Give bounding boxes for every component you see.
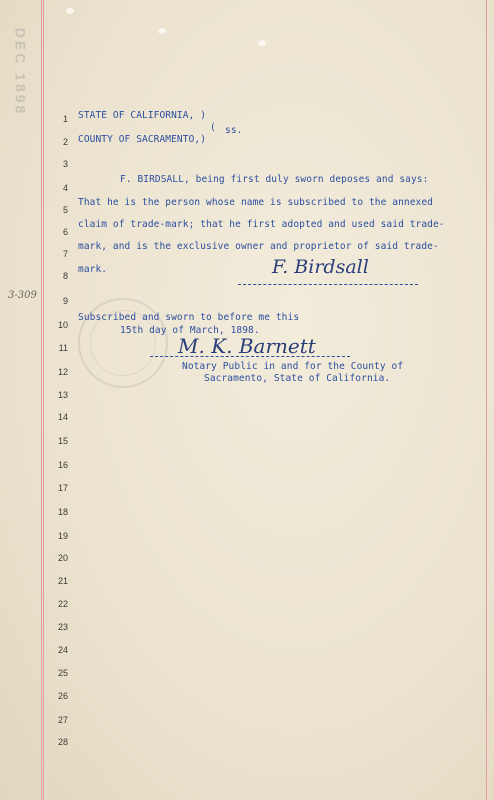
- line-number: 11: [58, 343, 68, 353]
- line-number: 1: [62, 114, 68, 124]
- line-number: 12: [57, 367, 68, 377]
- line-number: 17: [57, 483, 68, 493]
- line-number: 4: [62, 183, 68, 193]
- margin-stamp: DEC 1898: [12, 27, 28, 117]
- affiant-signature: F. Birdsall: [272, 256, 369, 278]
- line-number: 21: [57, 576, 68, 586]
- line-number: 28: [57, 737, 68, 747]
- line-number: 25: [57, 668, 68, 678]
- affiant-signature-line: [238, 284, 418, 285]
- line-number: 18: [57, 507, 68, 517]
- notary-signature-line: [150, 356, 350, 357]
- venue-state: STATE OF CALIFORNIA, ): [78, 110, 207, 121]
- line-number: 9: [62, 296, 68, 306]
- line-number: 26: [57, 691, 68, 701]
- left-margin-rule: [43, 0, 44, 800]
- notary-signature: M. K. Barnett: [178, 334, 316, 358]
- line-number: 13: [57, 390, 68, 400]
- line-number: 23: [57, 622, 68, 632]
- jurat-line: Subscribed and sworn to before me this: [78, 312, 300, 323]
- affidavit-line: F. BIRDSALL, being first duly sworn deposes and says:: [120, 174, 429, 185]
- line-number: 3: [62, 159, 68, 169]
- punch-hole: [258, 40, 266, 46]
- line-number: 24: [57, 645, 68, 655]
- jurat-line: 15th day of March, 1898.: [120, 325, 260, 336]
- affidavit-line: mark.: [78, 264, 108, 275]
- line-number: 20: [57, 553, 68, 563]
- line-number: 19: [57, 531, 68, 541]
- affidavit-line: That he is the person whose name is subscribed to the annexed: [78, 197, 433, 208]
- notary-title-line: Sacramento, State of California.: [204, 373, 391, 384]
- punch-hole: [158, 28, 166, 34]
- line-number: 2: [62, 137, 68, 147]
- line-number: 15: [57, 436, 68, 446]
- affidavit-line: mark, and is the exclusive owner and proprietor of said trade-: [78, 241, 439, 252]
- right-margin-rule: [486, 0, 487, 800]
- venue-county: COUNTY OF SACRAMENTO,): [78, 134, 207, 145]
- line-number: 7: [62, 249, 68, 259]
- left-margin-rule: [41, 0, 42, 800]
- venue-paren: (: [210, 122, 216, 133]
- line-number: 27: [57, 715, 68, 725]
- line-number: 5: [62, 205, 68, 215]
- line-number: 22: [57, 599, 68, 609]
- affidavit-line: claim of trade-mark; that he first adopted and used said trade-: [78, 219, 445, 230]
- line-number: 10: [57, 320, 68, 330]
- notary-title-line: Notary Public in and for the County of: [182, 361, 404, 372]
- line-number: 8: [62, 271, 68, 281]
- venue-ss: ss.: [225, 125, 243, 136]
- line-number: 6: [62, 227, 68, 237]
- pencil-note: 3-309: [8, 290, 37, 301]
- line-number: 14: [57, 412, 68, 422]
- line-number: 16: [57, 460, 68, 470]
- punch-hole: [66, 8, 74, 14]
